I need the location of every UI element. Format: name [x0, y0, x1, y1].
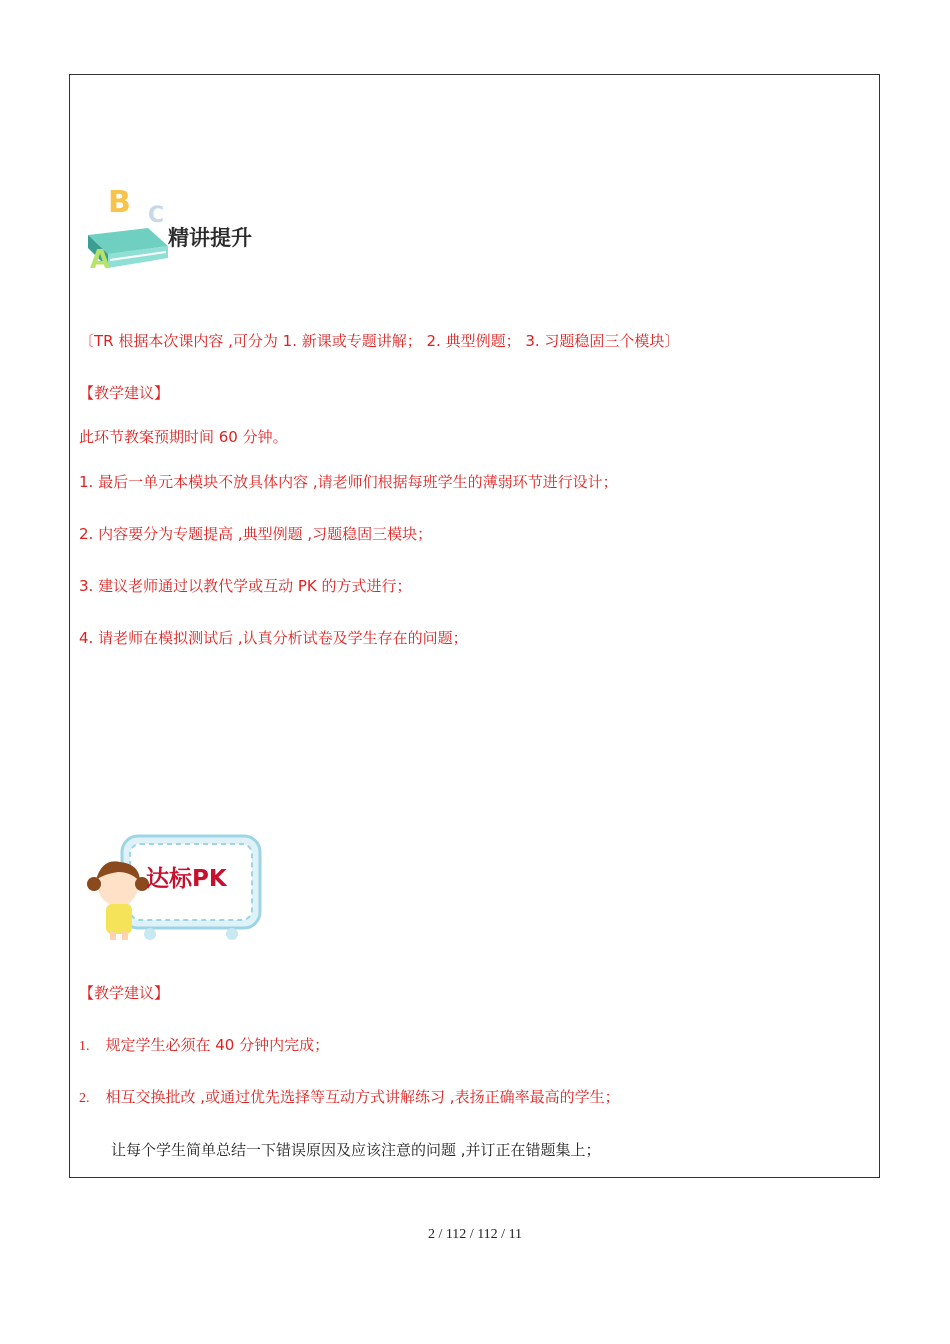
pk-item-2-num: 2.	[79, 1091, 90, 1106]
advice-item-1: 1. 最后一单元本模块不放具体内容 ,请老师们根据每班学生的薄弱环节进行设计；	[79, 473, 618, 491]
page-number: 2 / 112 / 112 / 11	[427, 1227, 523, 1242]
section-title-jingjiang: 精讲提升	[168, 226, 252, 250]
abc-books-icon	[80, 180, 175, 275]
section-title-dabiao: 达标PK	[146, 866, 227, 892]
pk-item-2	[79, 1086, 620, 1107]
advice-item-3: 3. 建议老师通过以教代学或互动 PK 的方式进行；	[79, 577, 412, 595]
pk-item-1	[79, 1034, 329, 1055]
advice-item-4: 4. 请老师在模拟测试后 ,认真分析试卷及学生存在的问题；	[79, 629, 468, 647]
letter-a: A	[90, 245, 111, 275]
pk-item-1-num: 1.	[79, 1039, 90, 1054]
module-intro: 〔TR 根据本次课内容 ,可分为 1. 新课或专题讲解； 2. 典型例题； 3. 习题稳固三个模块〕	[79, 332, 680, 350]
pk-item-1-text: 规定学生必须在 40 分钟内完成；	[105, 1036, 330, 1054]
advice-heading-1: 【教学建议】	[79, 384, 170, 402]
letter-b: B	[108, 185, 131, 220]
advice-item-2: 2. 内容要分为专题提高 ,典型例题 ,习题稳固三模块；	[79, 525, 433, 543]
pk-item-2-text: 相互交换批改 ,或通过优先选择等互动方式讲解练习 ,表扬正确率最高的学生；	[105, 1088, 620, 1106]
letter-c: C	[148, 203, 165, 228]
section-badge-jingjiang	[80, 180, 280, 280]
section-badge-dabiao	[82, 828, 282, 943]
pk-summary-note: 让每个学生简单总结一下错误原因及应该注意的问题 ,并订正在错题集上；	[111, 1141, 601, 1159]
advice-heading-2: 【教学建议】	[79, 984, 170, 1002]
time-note: 此环节教案预期时间 60 分钟。	[79, 428, 288, 446]
